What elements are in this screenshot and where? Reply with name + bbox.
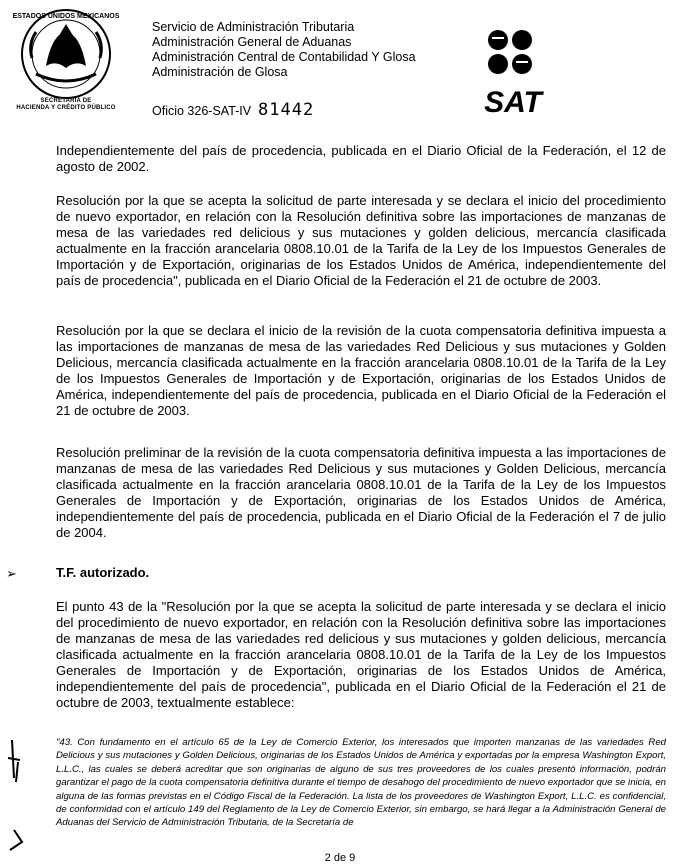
arrow-bullet-icon: ➢ (6, 566, 17, 581)
page-number: 2 de 9 (324, 852, 356, 864)
header-line-aduanas: Administración General de Aduanas (152, 35, 352, 49)
paragraph-3: Resolución por la que se declara el inicio de la revisión de la cuota compensatoria definitiva impuesta a las importaciones de manzanas de mesa de las variedades Red Delicious y sus mutaciones y Golden Delicious, mercancía clasificada actualmente en la fracción arancelaria 0808.10.01 de la Tarifa de la Ley de los Impuestos Generales de Importación y de Exportación, originarias de los Estados Unidos de América, independientemente del país de procedencia, publicada en el Diario Oficial de la Federación el 21 de octubre de 2003. (56, 323, 666, 418)
header-block (152, 20, 416, 80)
svg-text:SAT: SAT (484, 86, 542, 119)
header-line-glosa: Administración de Glosa (152, 65, 288, 79)
section-heading: T.F. autorizado. (56, 565, 150, 580)
sat-logo (470, 28, 556, 120)
oficio-number: 81442 (258, 100, 315, 120)
paragraph-2: Resolución por la que se acepta la solicitud de parte interesada y se declara el inicio del procedimiento de nuevo exportador, en relación con la Resolución definitiva sobre las importaciones de manzanas de mesa de las variedades red delicious y sus mutaciones y golden delicious, mercancía clasificada actualmente en la fracción arancelaria 0808.10.01 de la Tarifa de la Ley de los Impuestos Generales de Importación y de Exportación, originarias de los Estados Unidos de América, independientemente del país de procedencia", publicada en el Diario Oficial de la Federación el 21 de octubre de 2003. (56, 193, 666, 288)
oficio-label: Oficio 326-SAT-IV (152, 104, 252, 118)
svg-text:ESTADOS UNIDOS MEXICANOS: ESTADOS UNIDOS MEXICANOS (12, 13, 120, 20)
handwritten-margin-mark (4, 738, 32, 858)
header-line-sat: Servicio de Administración Tributaria (152, 20, 355, 34)
header-line-contabilidad: Administración Central de Contabilidad Y Glosa (152, 50, 416, 64)
seal-caption-line-2: HACIENDA Y CRÉDITO PÚBLICO (16, 105, 116, 111)
paragraph-1: Independientemente del país de procedencia, publicada en el Diario Oficial de la Federación, el 12 de agosto de 2002. (56, 143, 666, 174)
seal-caption (6, 98, 126, 112)
paragraph-5: El punto 43 de la "Resolución por la que se acepta la solicitud de parte interesada y se declara el inicio del procedimiento de nuevo exportador, en relación con la Resolución definitiva sobre las importaciones de manzanas de mesa de las variedades red delicious y sus mutaciones y golden delicious, mercancía clasificada actualmente en la fracción arancelaria 0808.10.01 de la Tarifa de la Ley de los Impuestos Generales de Importación y de Exportación, originarias de los Estados Unidos de América, independientemente del país de procedencia", publicada en el Diario Oficial de la Federación el 21 de octubre de 2003, textualmente establece: (56, 599, 666, 710)
quoted-text: "43. Con fundamento en el artículo 65 de la Ley de Comercio Exterior, los interesados que importen manzanas de las variedades Red Delicious y sus mutaciones y Golden Delicious, originarias de los Estados Unidos de América y exportadas por la empresa Washington Export, L.L.C., las cuales se deberá acreditar que son originarias de alguno de sus tres proveedores de los cuales presentó información, podrán garantizar el pago de la cuota compensatoria definitiva durante el tiempo de desahogo del procedimiento de nuevo exportador que se inicia, en alguna de las formas previstas en el Código Fiscal de la Federación. La lista de los proveedores de Washington Export, L.L.C. es confidencial, de conformidad con el artículo 149 del Reglamento de la Ley de Comercio Exterior, sin embargo, se hará llegar a la Administración General de Aduanas del Servicio de Administración Tributaria, de la Secretaría de (56, 737, 666, 829)
paragraph-4: Resolución preliminar de la revisión de la cuota compensatoria definitiva impuesta a las importaciones de manzanas de mesa de las variedades Red Delicious y sus mutaciones y Golden Delicious, mercancía clasificada actualmente en la fracción arancelaria 0808.10.01 de la Tarifa de la Ley de los Impuestos Generales de Importación y de Exportación, originarias de los Estados Unidos de América, independientemente del país de procedencia, publicada en el Diario Oficial de la Federación el 7 de julio de 2004. (56, 445, 666, 540)
seal-caption-line-1: SECRETARIA DE (40, 98, 92, 104)
